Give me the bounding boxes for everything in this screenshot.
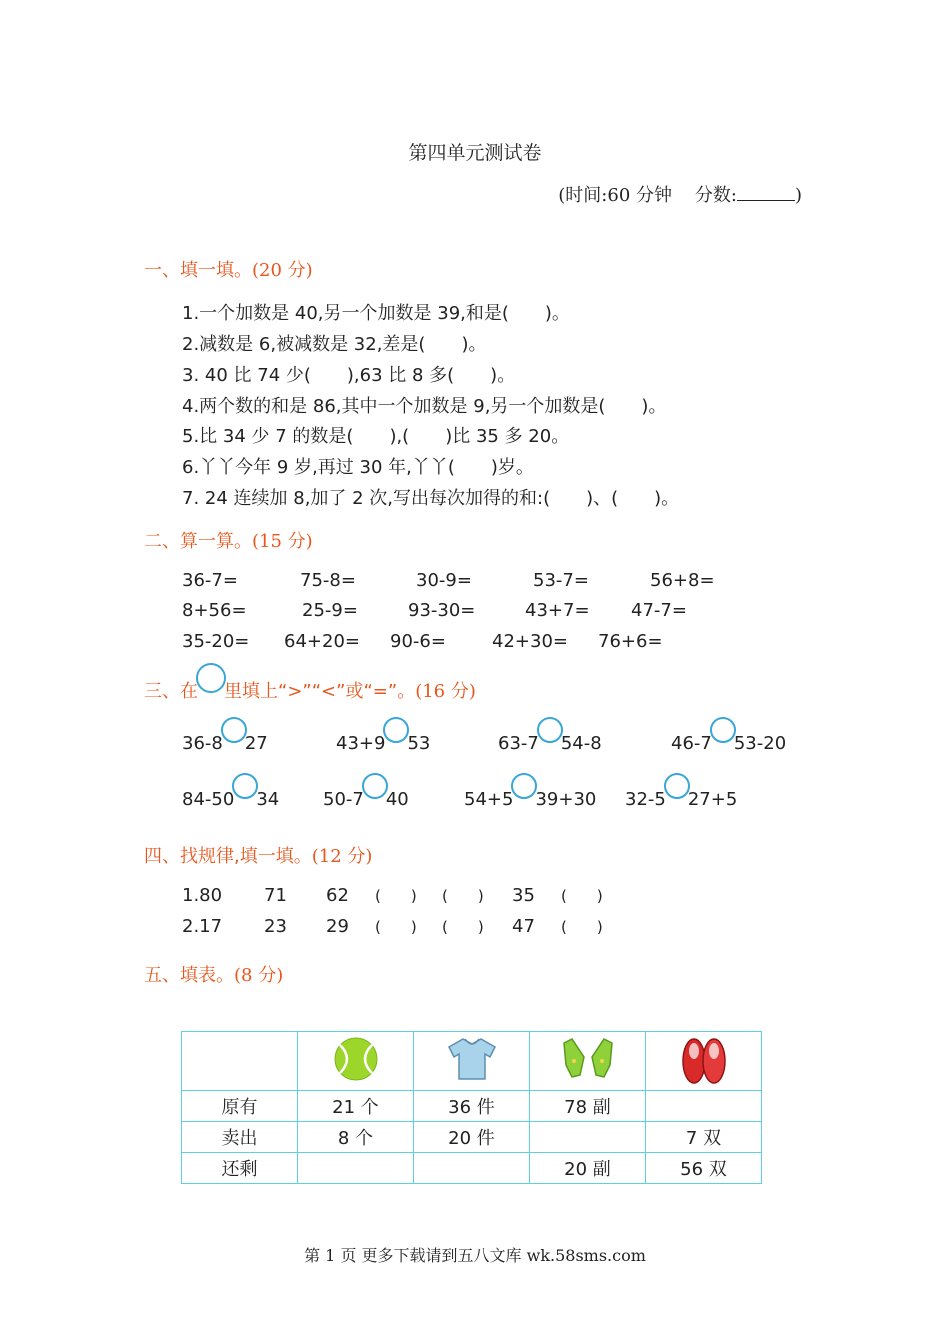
- shoes-icon: [676, 1033, 732, 1085]
- table-cell: 20 件: [414, 1122, 530, 1153]
- section-2-title: 二、算一算。: [144, 531, 252, 552]
- section-2-points: (15 分): [252, 531, 313, 552]
- compare-right: 27+5: [687, 789, 738, 810]
- compare-right: 54-8: [560, 733, 602, 754]
- pattern-blank: ( ): [442, 887, 484, 905]
- table-cell: 78 副: [530, 1091, 646, 1122]
- answer-circle[interactable]: [232, 773, 258, 799]
- compare-item: [336, 727, 430, 754]
- calc-item: 30-9=: [416, 570, 472, 591]
- circle-icon: [196, 663, 226, 693]
- answer-circle[interactable]: [710, 717, 736, 743]
- calc-item: 76+6=: [598, 631, 663, 652]
- pattern-item: 62: [326, 885, 349, 906]
- compare-item: [625, 783, 737, 810]
- table-header-cell: [646, 1032, 762, 1091]
- calc-item: 25-9=: [302, 600, 358, 621]
- table-cell: 7 双: [646, 1122, 762, 1153]
- answer-circle[interactable]: [537, 717, 563, 743]
- compare-right: 40: [385, 789, 409, 810]
- answer-circle[interactable]: [221, 717, 247, 743]
- calc-item: 93-30=: [408, 600, 476, 621]
- pattern-blank: ( ): [561, 918, 603, 936]
- calc-item: 47-7=: [631, 600, 687, 621]
- time-suffix: ): [794, 185, 802, 206]
- compare-item: [182, 783, 279, 810]
- table-header-cell: [414, 1032, 530, 1091]
- pattern-item: 23: [264, 916, 287, 937]
- table-cell: [646, 1091, 762, 1122]
- pattern-blank: ( ): [442, 918, 484, 936]
- pattern-item: 35: [512, 885, 535, 906]
- calc-item: 56+8=: [650, 570, 715, 591]
- compare-left: 43+9: [336, 733, 386, 754]
- answer-circle[interactable]: [664, 773, 690, 799]
- gloves-icon: [558, 1035, 618, 1083]
- calc-item: 53-7=: [533, 570, 589, 591]
- compare-left: 84-50: [182, 789, 235, 810]
- row-label: 还剩: [182, 1153, 298, 1184]
- calc-item: 8+56=: [182, 600, 247, 621]
- table-cell: 20 副: [530, 1153, 646, 1184]
- table-cell: [414, 1153, 530, 1184]
- table-row: [182, 1122, 762, 1153]
- s1-question-5: 5.比 34 少 7 的数是( ),( )比 35 多 20。: [182, 426, 570, 447]
- calc-item: 36-7=: [182, 570, 238, 591]
- calc-item: 42+30=: [492, 631, 568, 652]
- pattern-item: 29: [326, 916, 349, 937]
- section-1-points: (20 分): [252, 260, 313, 281]
- calc-item: 64+20=: [284, 631, 360, 652]
- section-5-points: (8 分): [234, 965, 284, 986]
- pattern-item: 47: [512, 916, 535, 937]
- compare-left: 36-8: [182, 733, 223, 754]
- s1-question-4: 4.两个数的和是 86,其中一个加数是 9,另一个加数是( )。: [182, 396, 667, 417]
- row-label: 原有: [182, 1091, 298, 1122]
- s1-question-6: 6.丫丫今年 9 岁,再过 30 年,丫丫( )岁。: [182, 457, 534, 478]
- inventory-table: [181, 1031, 762, 1184]
- section-1-heading: [144, 256, 313, 282]
- table-header-cell: [530, 1032, 646, 1091]
- s1-question-7: 7. 24 连续加 8,加了 2 次,写出每次加得的和:( )、( )。: [182, 488, 680, 509]
- section-3-heading: [144, 671, 476, 703]
- pattern-blank: ( ): [561, 887, 603, 905]
- tennis-ball-icon: [332, 1035, 380, 1083]
- compare-right: 27: [244, 733, 268, 754]
- table-cell: 21 个: [298, 1091, 414, 1122]
- section-4-title: 四、找规律,填一填。: [144, 846, 312, 867]
- table-cell: 56 双: [646, 1153, 762, 1184]
- table-header-row: [182, 1032, 762, 1091]
- answer-circle[interactable]: [511, 773, 537, 799]
- compare-right: 34: [256, 789, 280, 810]
- section-4-points: (12 分): [311, 846, 373, 867]
- compare-right: 53: [407, 733, 431, 754]
- compare-left: 63-7: [498, 733, 539, 754]
- s1-question-2: 2.减数是 6,被减数是 32,差是( )。: [182, 334, 487, 355]
- table-corner-cell: [182, 1032, 298, 1091]
- section-1-title: 一、填一填。: [144, 260, 252, 281]
- t-shirt-icon: [445, 1035, 499, 1083]
- pattern-item: 71: [264, 885, 287, 906]
- calc-item: 90-6=: [390, 631, 446, 652]
- table-cell: [298, 1153, 414, 1184]
- section-3-title-b: 里填上“>”“<”或“=”。: [224, 681, 416, 702]
- page-title: 第四单元测试卷: [408, 142, 542, 164]
- time-score-info: [558, 181, 802, 207]
- compare-right: 39+30: [535, 789, 597, 810]
- compare-left: 50-7: [323, 789, 364, 810]
- compare-left: 32-5: [625, 789, 666, 810]
- compare-item: [671, 727, 786, 754]
- section-5-title: 五、填表。: [144, 965, 234, 986]
- pattern-blank: ( ): [375, 918, 417, 936]
- compare-item: [323, 783, 409, 810]
- compare-item: [464, 783, 596, 810]
- pattern-item: 2.17: [182, 916, 223, 937]
- pattern-item: 1.80: [182, 885, 223, 906]
- answer-circle[interactable]: [362, 773, 388, 799]
- answer-circle[interactable]: [383, 717, 409, 743]
- section-3-points: (16 分): [415, 681, 476, 702]
- table-cell: 8 个: [298, 1122, 414, 1153]
- time-label: (时间:60 分钟: [558, 185, 672, 206]
- compare-right: 53-20: [733, 733, 787, 754]
- row-label: 卖出: [182, 1122, 298, 1153]
- calc-item: 43+7=: [525, 600, 590, 621]
- calc-item: 75-8=: [300, 570, 356, 591]
- table-header-cell: [298, 1032, 414, 1091]
- score-blank: [737, 182, 795, 201]
- section-4-heading: [144, 842, 372, 868]
- section-3-title-a: 三、在: [144, 681, 198, 702]
- table-row: [182, 1153, 762, 1184]
- page-footer: 第 1 页 更多下载请到五八文库 wk.58sms.com: [304, 1246, 646, 1265]
- table-row: [182, 1091, 762, 1122]
- table-cell: [530, 1122, 646, 1153]
- section-2-heading: [144, 527, 313, 553]
- table-cell: 36 件: [414, 1091, 530, 1122]
- compare-item: [182, 727, 268, 754]
- compare-left: 54+5: [464, 789, 514, 810]
- s1-question-3: 3. 40 比 74 少( ),63 比 8 多( )。: [182, 365, 516, 386]
- score-label: 分数:: [694, 185, 737, 206]
- compare-item: [498, 727, 602, 754]
- s1-question-1: 1.一个加数是 40,另一个加数是 39,和是( )。: [182, 303, 570, 324]
- calc-item: 35-20=: [182, 631, 250, 652]
- pattern-blank: ( ): [375, 887, 417, 905]
- section-5-heading: [144, 961, 283, 987]
- compare-left: 46-7: [671, 733, 712, 754]
